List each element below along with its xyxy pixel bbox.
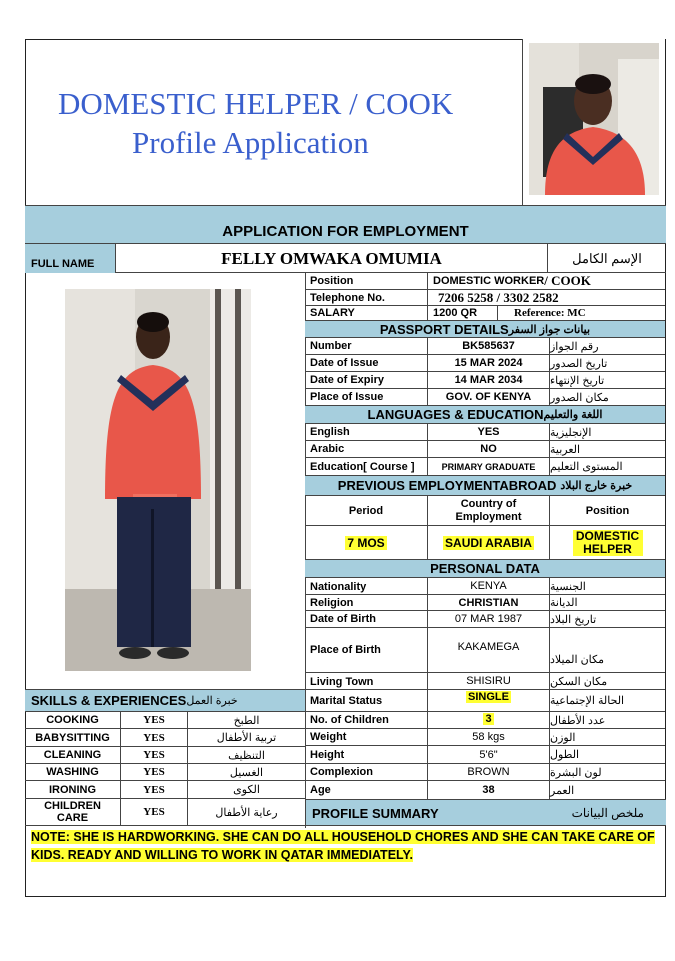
skill-label-ar: الطبخ [187,712,305,728]
skill-row [25,798,305,825]
passport-field-value: 15 MAR 2024 [427,355,549,371]
passport-row [305,371,665,388]
language-label-ar: الإنجليزية [549,424,665,440]
personal-field-label-ar: عدد الأطفال [549,712,665,728]
page-subtitle: Profile Application [132,125,369,160]
language-label-ar: المستوى التعليم [549,458,665,475]
employment-country: SAUDI ARABIA [445,535,532,550]
language-row [305,423,665,440]
personal-row [305,672,665,689]
full-name-value: FELLY OMWAKA OMUMIA [115,244,547,273]
full-name-label-ar: الإسم الكامل [547,244,666,273]
note-area [25,825,666,897]
portrait-photo-full [65,289,251,671]
col-position: Position [549,496,665,525]
personal-field-label: No. of Children [310,714,389,726]
col-period: Period [348,504,384,517]
personal-field-label: Height [310,748,345,761]
personal-field-label-ar: مكان الميلاد [549,628,665,672]
personal-field-label: Living Town [310,676,374,688]
personal-row [305,780,665,799]
personal-row [305,763,665,780]
skill-label-ar: رعاية الأطفال [187,799,305,825]
passport-field-label: Place of Issue [310,391,384,403]
phone-row [305,289,665,305]
personal-row [305,689,665,711]
employment-column-headers [305,495,665,525]
personal-row [305,745,665,763]
skill-label: CHILDREN CARE [44,800,101,824]
skill-label: WASHING [46,766,99,778]
col-country: Country of Employment [427,496,549,525]
employment-position-cell [549,526,665,559]
language-label: Arabic [310,443,345,455]
personal-field-label-ar: لون البشرة [549,764,665,780]
skill-row [25,746,305,763]
language-value: NO [427,441,549,457]
personal-field-value [427,712,549,728]
personal-field-label: Weight [310,731,347,743]
language-label: English [310,426,350,438]
personal-field-label-ar: الحالة الإجتماعية [549,690,665,711]
skill-label: BABYSITTING [35,731,110,744]
language-value: YES [427,424,549,440]
personal-field-value: 5'6" [427,746,549,763]
personal-row [305,627,665,672]
skill-row [25,763,305,780]
personal-field-label: Marital Status [310,694,383,707]
skill-value: YES [120,764,187,780]
passport-field-value: GOV. OF KENYA [427,389,549,405]
language-label-ar: العربية [549,441,665,457]
personal-row [305,728,665,745]
language-row [305,440,665,457]
position-label: Position [310,275,354,287]
personal-field-value [427,690,549,711]
position-value-cell [427,273,665,289]
employment-data-row [305,525,665,559]
personal-row [305,610,665,627]
position-suffix: / COOK [544,273,591,288]
employment-section-header [305,475,665,495]
personal-field-value: BROWN [427,764,549,780]
skill-row [25,711,305,728]
passport-field-label-ar: تاريخ الإنتهاء [549,372,665,388]
passport-field-value: BK585637 [427,338,549,354]
personal-field-value: CHRISTIAN [427,595,549,610]
personal-field-value: 07 MAR 1987 [427,611,549,627]
skill-value: YES [120,729,187,746]
passport-field-label: Date of Issue [310,357,379,369]
position-value: DOMESTIC WORKER [433,275,545,287]
personal-field-label-ar: العمر [549,781,665,799]
personal-field-label-ar: الطول [549,746,665,763]
full-name-label-cell [25,244,115,273]
language-row [305,457,665,475]
phone-value: 7206 5258 / 3302 2582 [427,290,665,305]
personal-field-value: KENYA [427,578,549,594]
passport-field-label-ar: مكان الصدور [549,389,665,405]
personal-field-value: 38 [427,781,549,799]
personal-field-label: Age [310,784,331,796]
passport-title-ar: بيانات جواز السفر [508,323,591,336]
passport-field-label-ar: تاريخ الصدور [549,355,665,371]
salary-label: SALARY [310,307,355,319]
profile-summary-header [305,799,666,825]
employment-title: PREVIOUS EMPLOYMENTABROAD [337,478,557,493]
skill-label-ar: الكوى [187,781,305,798]
languages-title-ar: اللغة والتعليم [543,409,603,421]
personal-field-label: Nationality [310,581,367,593]
skill-label: IRONING [48,783,97,796]
employment-country-cell [427,526,549,559]
personal-section-header [305,559,665,577]
personal-field-value-highlight: SINGLE [468,691,509,703]
skill-label-ar: تربية الأطفال [187,729,305,746]
personal-row [305,577,665,594]
skill-label-ar: الغسيل [187,764,305,780]
profile-summary-title-ar: ملخص البيانات [571,806,644,820]
passport-row [305,388,665,405]
employment-title-ar: خبرة خارج البلاد [560,480,633,492]
position-row [305,273,665,289]
passport-title: PASSPORT DETAILS [379,321,509,337]
personal-field-label-ar: الوزن [549,729,665,745]
skill-row [25,728,305,746]
portrait-photo-small [522,39,665,205]
skills-title-ar: خبرة العمل [186,695,238,707]
skill-label: COOKING [46,714,99,726]
personal-field-label-ar: تاريخ البلاد [549,611,665,627]
languages-title: LANGUAGES & EDUCATION [367,407,544,422]
reference-value: Reference: MC [497,306,665,320]
page-title: DOMESTIC HELPER / COOK [58,86,454,121]
profile-summary-title: PROFILE SUMMARY [312,806,439,821]
personal-field-label-ar: مكان السكن [549,673,665,689]
personal-field-label: Religion [310,596,354,609]
skill-value: YES [120,799,187,825]
skill-value: YES [120,747,187,763]
employment-position: DOMESTIC HELPER [573,530,643,556]
personal-field-label-ar: الجنسية [549,578,665,594]
personal-field-label: Date of Birth [310,613,376,625]
passport-field-value: 14 MAR 2034 [427,372,549,388]
passport-row [305,354,665,371]
passport-field-label-ar: رقم الجواز [549,338,665,354]
application-banner [25,205,666,243]
personal-row [305,711,665,728]
passport-row [305,337,665,354]
passport-field-label: Date of Expiry [310,374,384,386]
skill-label: CLEANING [43,749,102,761]
personal-field-value-highlight: 3 [485,713,492,725]
personal-title: PERSONAL DATA [430,561,540,576]
personal-field-value: KAKAMEGA [427,628,549,672]
skills-section-header [25,689,305,711]
skill-value: YES [120,781,187,798]
personal-field-label-ar: الديانة [549,595,665,610]
employment-period-cell [305,526,427,559]
skill-row [25,780,305,798]
note-text: NOTE: SHE IS HARDWORKING. SHE CAN DO ALL HOUSEHOLD CHORES AND SHE CAN TAKE CARE OF KIDS. READY AND WILLING TO WORK IN QATAR IMMEDIATELY. [31,830,655,862]
skills-title: SKILLS & EXPERIENCES [31,693,187,708]
skill-value: YES [120,712,187,728]
phone-label: Telephone No. [310,291,385,304]
personal-field-value: 58 kgs [427,729,549,745]
language-value: PRIMARY GRADUATE [427,458,549,475]
personal-row [305,594,665,610]
banner-text: APPLICATION FOR EMPLOYMENT [222,223,469,240]
passport-field-label: Number [310,340,352,352]
language-label: Education[ Course ] [310,460,415,473]
personal-field-label: Complexion [310,766,373,778]
salary-value: 1200 QR [427,306,497,320]
languages-section-header [305,405,665,423]
full-name-label: FULL NAME [31,258,95,270]
passport-section-header [305,320,665,337]
full-name-row [25,243,666,273]
personal-field-value: SHISIRU [427,673,549,689]
salary-row [305,305,665,320]
employment-period: 7 MOS [347,535,385,550]
personal-field-label: Place of Birth [310,644,381,656]
skill-label-ar: التنظيف [187,747,305,763]
